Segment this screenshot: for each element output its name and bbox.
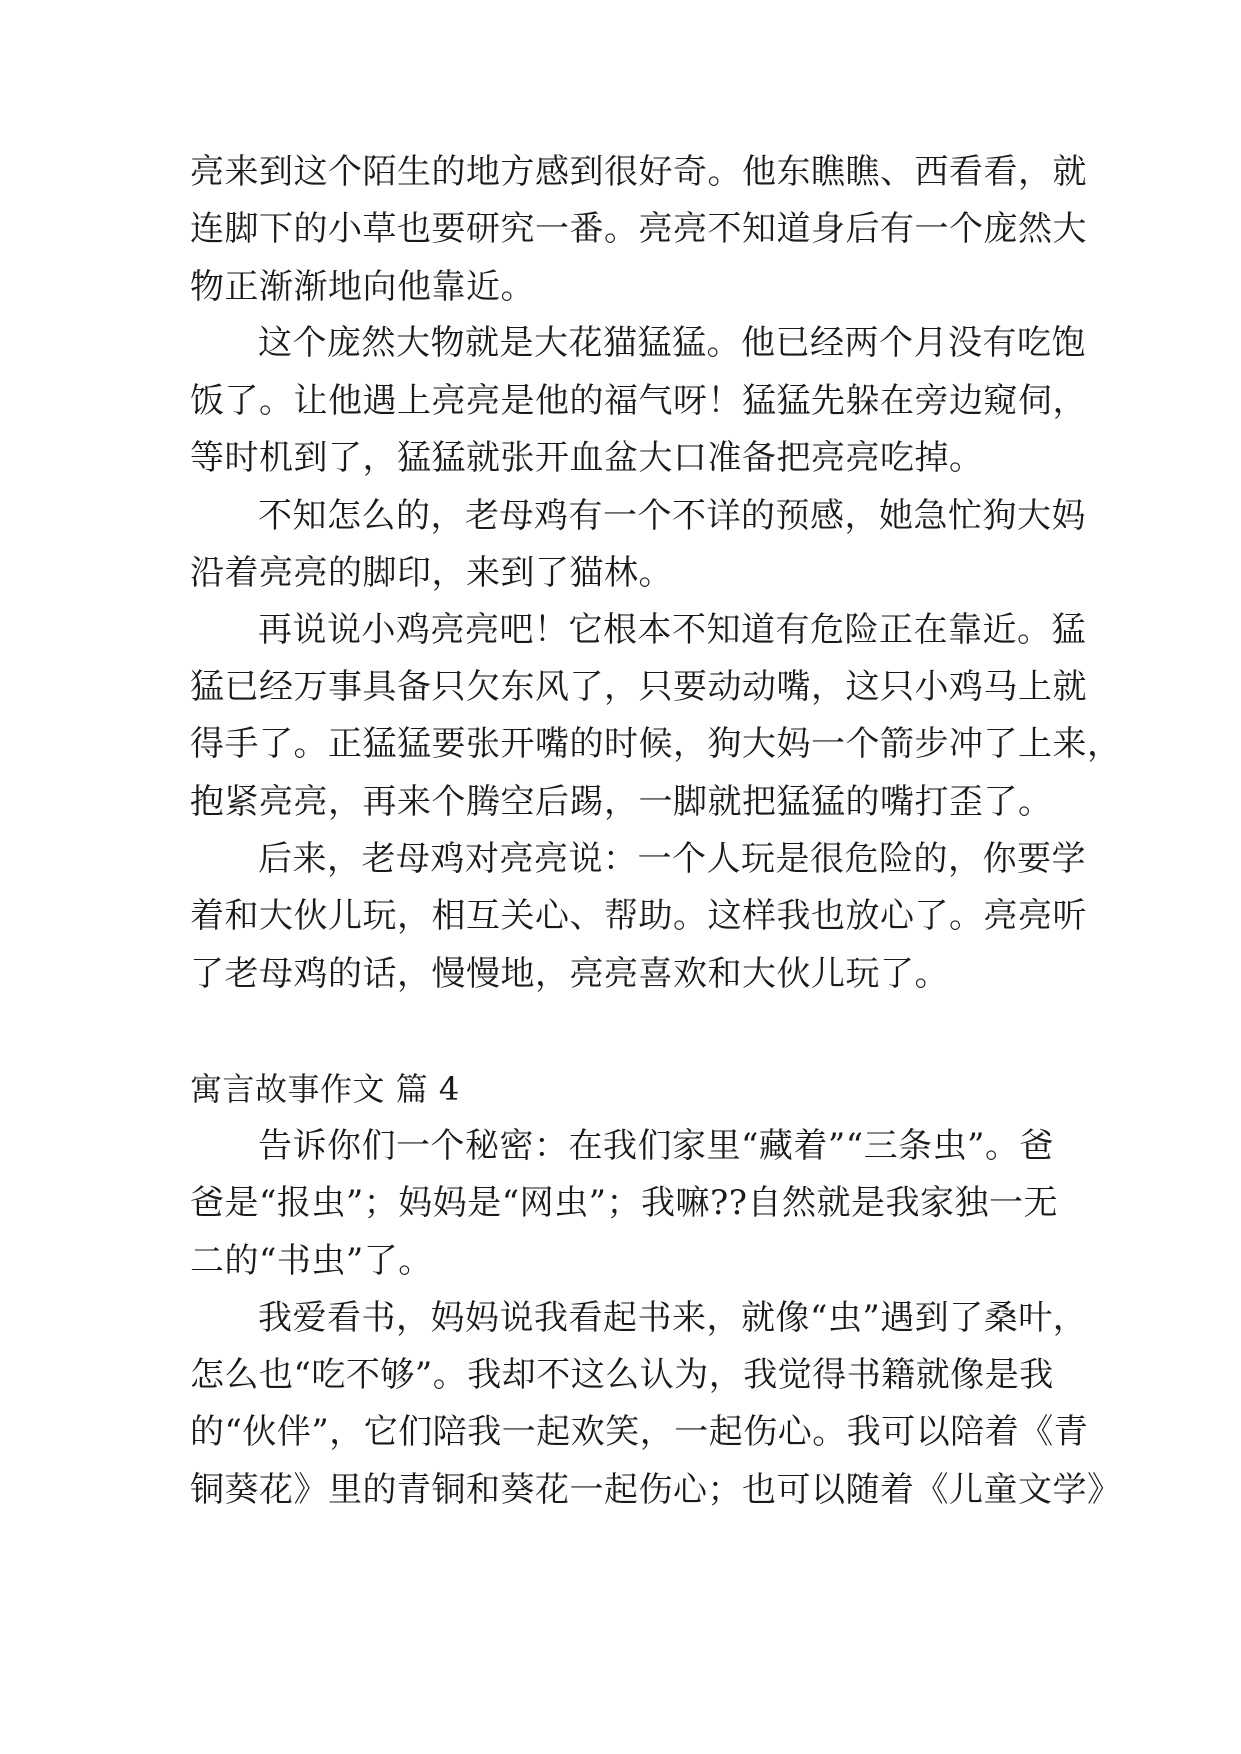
text-line-14: 着和大伙儿玩，相互关心、帮助。这样我也放心了。亮亮听	[190, 896, 1087, 936]
text-line-4: 这个庞然大物就是大花猫猛猛。他已经两个月没有吃饱	[258, 323, 1086, 363]
text-line-21: 的“伙伴”，它们陪我一起欢笑，一起伤心。我可以陪着《青	[190, 1412, 1089, 1452]
text-line-6: 等时机到了，猛猛就张开血盆大口准备把亮亮吃掉。	[190, 438, 984, 478]
text-line-17: 爸是“报虫”；妈妈是“网虫”；我嘛??自然就是我家独一无	[190, 1183, 1058, 1223]
text-line-5: 饭了。让他遇上亮亮是他的福气呀！猛猛先躲在旁边窥伺，	[190, 381, 1087, 421]
section-heading: 寓言故事作文 篇 4	[190, 1070, 460, 1108]
text-line-22: 铜葵花》里的青铜和葵花一起伤心；也可以随着《儿童文学》	[190, 1470, 1122, 1510]
text-line-16: 告诉你们一个秘密：在我们家里“藏着”“三条虫”。爸	[258, 1126, 1055, 1166]
text-line-11: 得手了。正猛猛要张开嘴的时候，狗大妈一个箭步冲了上来，	[190, 724, 1122, 764]
text-line-10: 猛已经万事具备只欠东风了，只要动动嘴，这只小鸡马上就	[190, 667, 1087, 707]
text-line-8: 沿着亮亮的脚印，来到了猫林。	[190, 553, 673, 593]
text-line-15: 了老母鸡的话，慢慢地，亮亮喜欢和大伙儿玩了。	[190, 954, 949, 994]
text-line-19: 我爱看书，妈妈说我看起书来，就像“虫”遇到了桑叶，	[258, 1298, 1088, 1338]
text-line-2: 连脚下的小草也要研究一番。亮亮不知道身后有一个庞然大	[190, 209, 1087, 249]
text-line-18: 二的“书虫”了。	[190, 1241, 433, 1281]
text-line-3: 物正渐渐地向他靠近。	[190, 267, 535, 307]
text-line-12: 抱紧亮亮，再来个腾空后踢，一脚就把猛猛的嘴打歪了。	[190, 782, 1053, 822]
text-line-20: 怎么也“吃不够”。我却不这么认为，我觉得书籍就像是我	[190, 1355, 1054, 1395]
text-line-1: 亮来到这个陌生的地方感到很好奇。他东瞧瞧、西看看，就	[190, 152, 1087, 192]
text-line-9: 再说说小鸡亮亮吧！它根本不知道有危险正在靠近。猛	[258, 610, 1086, 650]
text-line-7: 不知怎么的，老母鸡有一个不详的预感，她急忙狗大妈	[258, 496, 1086, 536]
text-line-13: 后来，老母鸡对亮亮说：一个人玩是很危险的，你要学	[258, 839, 1086, 879]
